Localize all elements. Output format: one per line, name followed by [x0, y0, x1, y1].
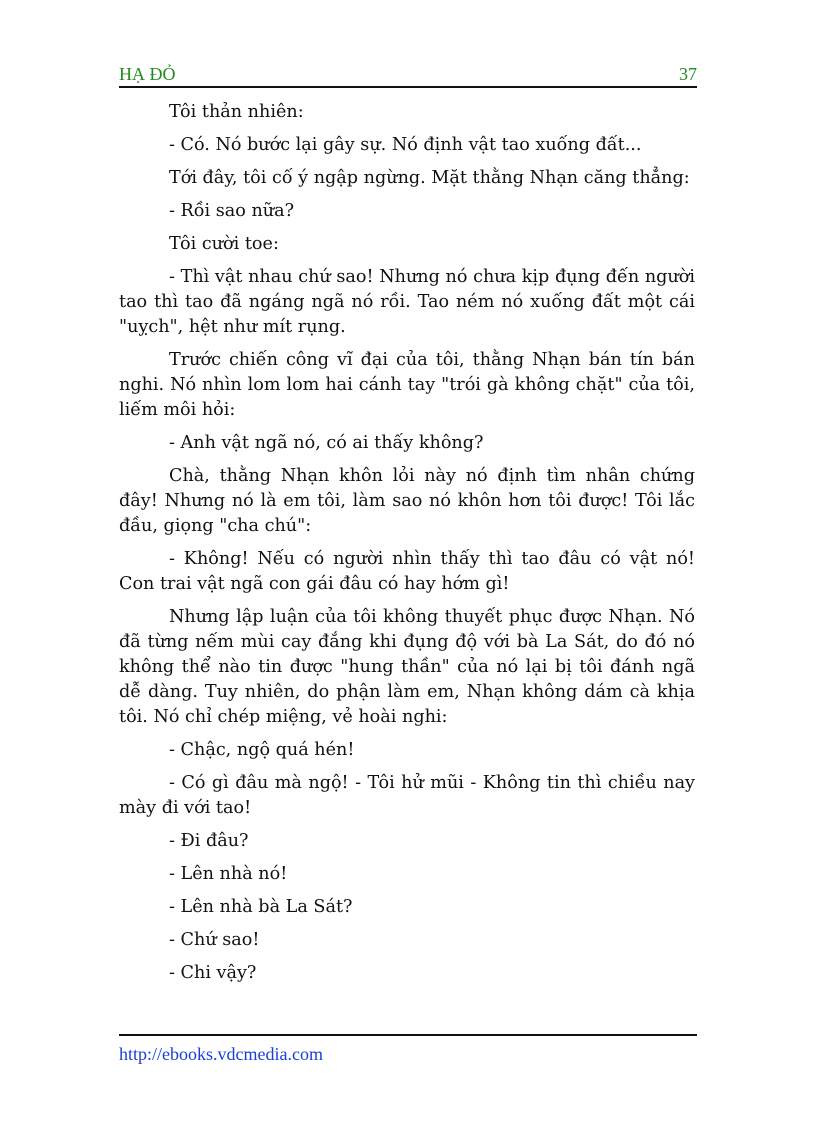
paragraph: Tới đây, tôi cố ý ngập ngừng. Mặt thằng Nhạn căng thẳng: — [169, 168, 690, 188]
paragraph: - Thì vật nhau chứ sao! Nhưng nó chưa kịp đụng đến người tao thì tao đã ngáng ngã nó rồi. Tao ném nó xuống đất một cái "uỵch", hệt như mít rụng. — [119, 267, 695, 337]
paragraph: - Rồi sao nữa? — [169, 201, 295, 221]
page-footer — [119, 1034, 697, 1065]
paragraph: Chà, thằng Nhạn khôn lỏi này nó định tìm nhân chứng đây! Nhưng nó là em tôi, làm sao nó khôn hơn tôi được! Tôi lắc đầu, giọng "cha chú": — [119, 466, 695, 536]
book-title: HẠ ĐỎ — [119, 64, 176, 84]
paragraph: Trước chiến công vĩ đại của tôi, thằng Nhạn bán tín bán nghi. Nó nhìn lom lom hai cánh tay "trói gà không chặt" của tôi, liếm môi hỏi: — [119, 350, 695, 420]
page-header — [119, 62, 697, 88]
paragraph: - Có gì đâu mà ngộ! - Tôi hử mũi - Không tin thì chiều nay mày đi với tao! — [119, 773, 695, 818]
paragraph: - Lên nhà bà La Sát? — [169, 897, 353, 917]
paragraph: - Đi đâu? — [169, 831, 249, 851]
paragraph: - Chậc, ngộ quá hén! — [169, 740, 355, 760]
paragraph: - Có. Nó bước lại gây sự. Nó định vật tao xuống đất... — [169, 135, 642, 155]
paragraph: - Chứ sao! — [169, 930, 260, 950]
paragraph: Tôi cười toe: — [169, 234, 279, 254]
paragraph: - Không! Nếu có người nhìn thấy thì tao đâu có vật nó! Con trai vật ngã con gái đâu có hay hớm gì! — [119, 549, 695, 594]
page-number: 37 — [679, 64, 697, 84]
paragraph: Nhưng lập luận của tôi không thuyết phục được Nhạn. Nó đã từng nếm mùi cay đắng khi đụng độ với bà La Sát, do đó nó không thể nào tin được "hung thần" của nó lại bị tôi đánh ngã dễ dàng. Tuy nhiên, do phận làm em, Nhạn không dám cà khịa tôi. Nó chỉ chép miệng, vẻ hoài nghi: — [119, 607, 695, 727]
paragraph: - Chi vậy? — [169, 963, 257, 983]
paragraph: - Lên nhà nó! — [169, 864, 288, 884]
paragraph: - Anh vật ngã nó, có ai thấy không? — [169, 433, 484, 453]
source-link[interactable]: http://ebooks.vdcmedia.com — [119, 1044, 323, 1064]
paragraph: Tôi thản nhiên: — [169, 102, 304, 122]
page-body — [119, 100, 695, 994]
